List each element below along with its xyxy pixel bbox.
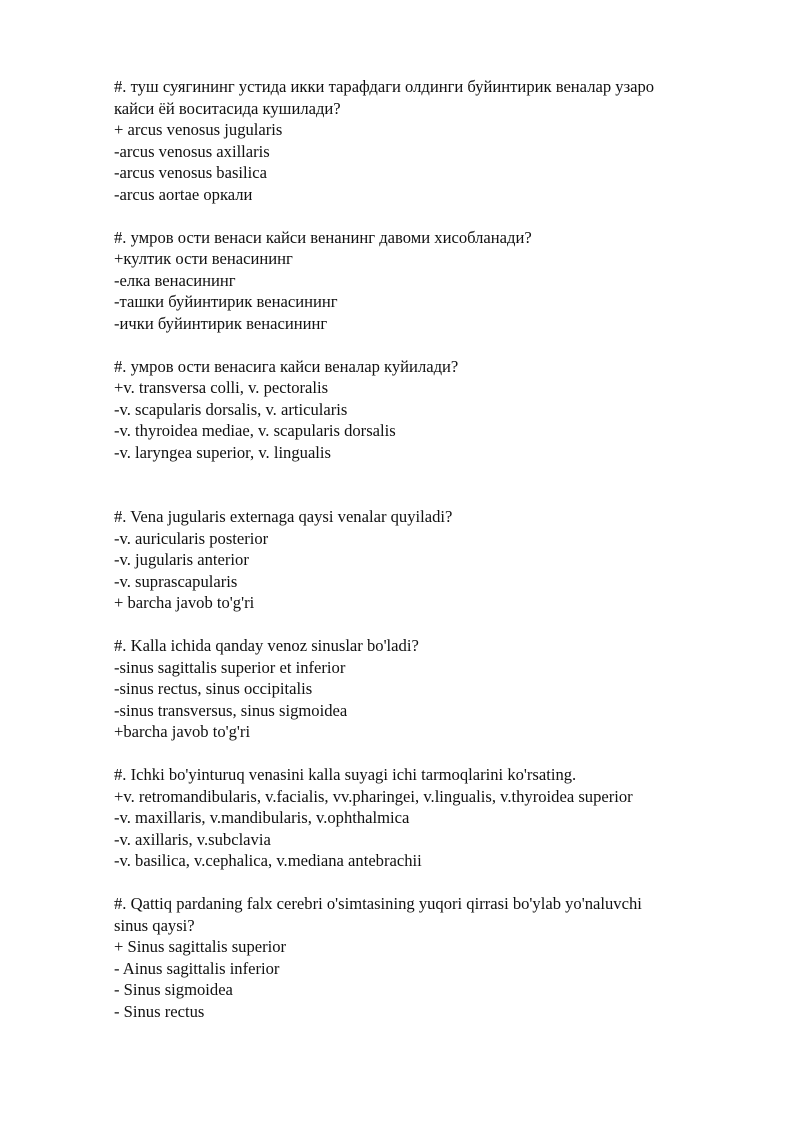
- question-text: #. умров ости венаси кайси венанинг давоми хисобланади?: [114, 227, 532, 247]
- answer-option: -ички буйинтирик венасининг: [114, 313, 328, 333]
- answer-option: + barcha javob to'g'ri: [114, 593, 255, 612]
- spacer: [114, 205, 754, 227]
- answer-option: +v. transversa colli, v. pectoralis: [114, 378, 329, 397]
- answer-option: -v. scapularis dorsalis, v. articularis: [114, 399, 348, 419]
- question-text: #. Ichki bo'yinturuq venasini kalla suyagi ichi tarmoqlarini ko'rsating.: [114, 765, 577, 784]
- answer-option: -v. auricularis posterior: [114, 528, 269, 548]
- answer-option: -arcus aortae оркали: [114, 184, 253, 204]
- question-text: кайси ёй воситасида кушилади?: [114, 98, 341, 118]
- spacer: [114, 872, 754, 894]
- answer-option: -елка венасининг: [114, 270, 236, 290]
- answer-option: -arcus venosus basilica: [114, 163, 267, 182]
- question-text: #. Qattiq pardaning falx cerebri o'simtasining yuqori qirrasi bo'ylab yo'naluvchi: [114, 894, 642, 913]
- question-text: #. Kalla ichida qanday venoz sinuslar bo'ladi?: [114, 636, 419, 655]
- answer-option: -sinus transversus, sinus sigmoidea: [114, 700, 348, 720]
- question-block: [114, 893, 754, 1022]
- answer-option: -v. maxillaris, v.mandibularis, v.ophthalmica: [114, 808, 410, 827]
- answer-option: - Ainus sagittalis inferior: [114, 958, 280, 978]
- question-text: sinus qaysi?: [114, 915, 195, 935]
- answer-option: - Sinus rectus: [114, 1001, 205, 1021]
- answer-option: -v. jugularis anterior: [114, 550, 249, 569]
- answer-option: -arcus venosus axillaris: [114, 141, 270, 161]
- answer-option: -v. basilica, v.cephalica, v.mediana antebrachii: [114, 851, 422, 870]
- question-block: [114, 506, 754, 614]
- spacer: [114, 463, 754, 506]
- answer-option: +култик ости венасининг: [114, 249, 293, 268]
- answer-option: -sinus sagittalis superior et inferior: [114, 657, 346, 677]
- answer-option: - Sinus sigmoidea: [114, 980, 233, 999]
- answer-option: +barcha javob to'g'ri: [114, 722, 251, 741]
- answer-option: -ташки буйинтирик венасининг: [114, 292, 338, 311]
- spacer: [114, 743, 754, 765]
- question-block: [114, 76, 754, 205]
- spacer: [114, 334, 754, 356]
- answer-option: +v. retromandibularis, v.facialis, vv.pharingei, v.lingualis, v.thyroidea superior: [114, 786, 633, 806]
- question-block: [114, 764, 754, 872]
- answer-option: -sinus rectus, sinus occipitalis: [114, 679, 313, 698]
- spacer: [114, 614, 754, 636]
- answer-option: -v. suprascapularis: [114, 571, 238, 591]
- answer-option: + Sinus sagittalis superior: [114, 937, 287, 956]
- question-block: [114, 356, 754, 464]
- question-text: #. Vena jugularis externaga qaysi venalar quyiladi?: [114, 507, 453, 526]
- answer-option: -v. laryngea superior, v. lingualis: [114, 442, 331, 462]
- question-text: #. умров ости венасига кайси веналар куйилади?: [114, 356, 459, 376]
- answer-option: -v. axillaris, v.subclavia: [114, 829, 271, 849]
- question-block: [114, 227, 754, 335]
- question-block: [114, 635, 754, 743]
- document-page: [114, 76, 754, 1022]
- answer-option: + arcus venosus jugularis: [114, 120, 283, 139]
- question-text: #. туш суягининг устида икки тарафдаги олдинги буйинтирик веналар узаро: [114, 77, 655, 96]
- answer-option: -v. thyroidea mediae, v. scapularis dorsalis: [114, 421, 396, 440]
